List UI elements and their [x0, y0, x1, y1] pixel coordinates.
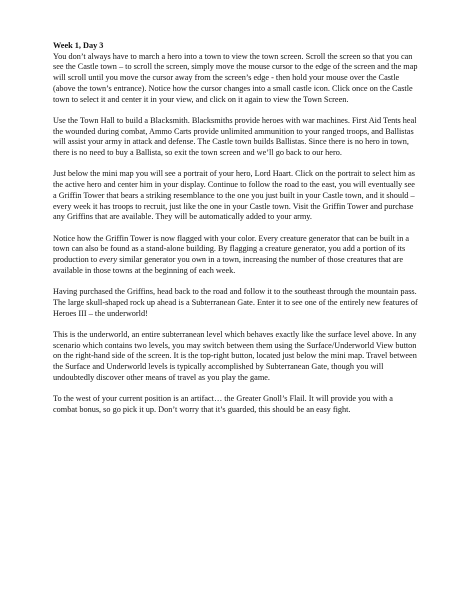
page-title: Week 1, Day 3 [53, 41, 104, 50]
paragraph-blacksmith: Use the Town Hall to build a Blacksmith. Blacksmiths provide heroes with war machines. First Aid Tents heal the wounded during combat, Ammo Carts provide unlimited ammunition to your ranged troops, and Ballistas will assist your army in attack and defense. The Castle town builds Ballistas. Since there is no hero in town, there is no need to buy a Ballista, so exit the town screen and we’ll go back to our hero. [53, 115, 417, 158]
document-page [53, 41, 418, 416]
paragraph-artifact: To the west of your current position is an artifact… the Greater Gnoll’s Flail. It will provide you with a combat bonus, so go pick it up. Don’t worry that it’s guarded, this should be an easy fight. [53, 394, 393, 414]
paragraph-griffin-tower: Just below the mini map you will see a portrait of your hero, Lord Haart. Click on the portrait to select him as the active hero and center him in your display. Continue to follow the road to the east, you will eventually see a Griffin Tower that bears a striking resemblance to the one you just built in your Castle town, and it should – every week it has troops to recruit, just like the one in your Castle town. Visit the Griffin Tower and purchase any Griffins that are available. They will be automatically added to your army. [53, 169, 415, 222]
paragraph-text: similar generator you own in a town, increasing the number of those creatures that are available in those towns at the beginning of each week. [53, 255, 404, 275]
emphasized-word: every [99, 255, 118, 265]
paragraph-text: Notice how the Griffin Tower is now flagged with your color. Every creature generator that can be built in a town can also be found as a stand-alone building. By flagging a creature generator, you add a portion of its production to [53, 233, 410, 265]
paragraph-underworld: This is the underworld, an entire subterranean level which behaves exactly like the surface level above. In any scenario which contains two levels, you may switch between them using the Surface/Underworld View button on the right-hand side of the screen. It is the top-right button, located just below the mini map. Travel between the Surface and Underworld levels is typically accomplished by Subterranean Gate, though you will undoubtedly discover other means of travel as you play the game. [53, 329, 417, 382]
paragraph-subterranean-gate: Having purchased the Griffins, head back to the road and follow it to the southeast through the mountain pass. The large skull-shaped rock up ahead is a Subterranean Gate. Enter it to see one of the entirely new features of Heroes III – the underworld! [53, 287, 418, 318]
paragraph-town-screen: You don’t always have to march a hero into a town to view the town screen. Scroll the screen so that you can see the Castle town – to scroll the screen, simply move the mouse cursor to the edge of the screen and the map will scroll until you move the cursor away from the screen’s edge - then hold your mouse over the Castle (above the town’s entrance). Notice how the cursor changes into a small castle icon. Click once on the Castle town to select it and center it in your view, and click on it again to view the Town Screen. [53, 51, 418, 104]
paragraph-creature-generator [53, 234, 418, 277]
